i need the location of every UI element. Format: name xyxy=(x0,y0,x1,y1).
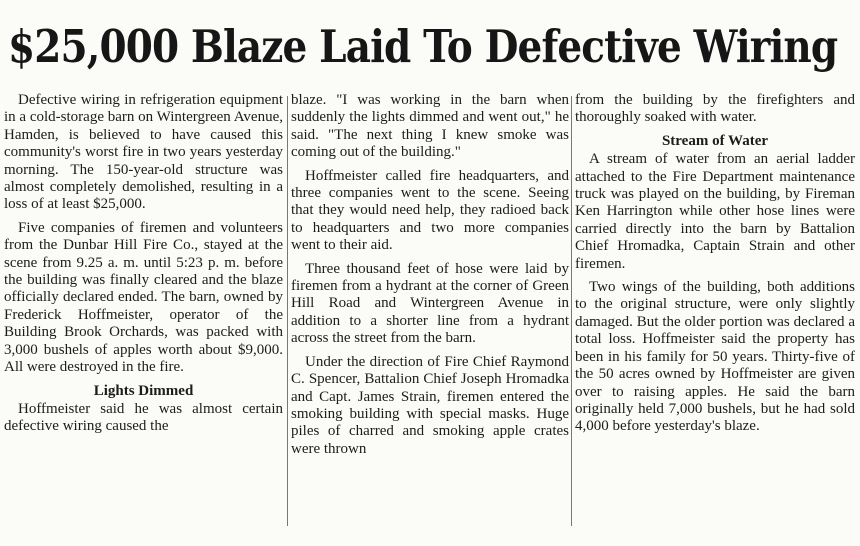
article-paragraph: Five companies of firemen and volunteers from the Dunbar Hill Fire Co., stayed at the scene from 9.25 a. m. until 5:23 p. m. before the building was finally cleared and the blaze officially declared ended. The barn, owned by Frederick Hoffmeister, operator of the Building Brook Orchards, was packed with 3,000 bushels of apples worth about $9,000. All were destroyed in the fire. xyxy=(4,219,283,376)
subheading: Lights Dimmed xyxy=(93,382,194,399)
column-divider xyxy=(571,96,572,526)
article-paragraph: Two wings of the building, both additions to the original structure, were only slightly damaged. But the older portion was declared a total loss. Hoffmeister said the property has been in his family for 50 years. Thirty-five of the 50 acres owned by Hoffmeister are given over to raising apples. He said the barn originally held 7,000 bushels, but he had sold 4,000 before yesterday's blaze. xyxy=(575,279,855,435)
article-column-2 xyxy=(291,92,569,540)
subheading: Stream of Water xyxy=(661,132,769,149)
article-paragraph: from the building by the firefighters and thoroughly soaked with water. xyxy=(575,92,855,126)
article-column-3 xyxy=(575,92,855,540)
article-paragraph: Hoffmeister called fire headquarters, and three companies went to the scene. Seeing that they would need help, they radioed back to headquarters and two more companies went to their aid. xyxy=(291,167,569,254)
article-paragraph: Hoffmeister said he was almost certain defective wiring caused the xyxy=(4,400,283,435)
column-divider xyxy=(287,96,288,526)
article-paragraph: A stream of water from an aerial ladder attached to the Fire Department maintenance truck was played on the building, by Fireman Ken Harrington while other hose lines were carried directly into the barn by Battalion Chief Hromadka, Captain Strain and other firemen. xyxy=(575,151,855,272)
article-paragraph: Defective wiring in refrigeration equipment in a cold-storage barn on Wintergreen Avenue, Hamden, is believed to have caused this community's worst fire in two years yesterday morning. The 150-year-old structure was almost completely demolished, resulting in a loss of at least $25,000. xyxy=(4,92,283,213)
article-paragraph: blaze. "I was working in the barn when suddenly the lights dimmed and went out," he said. "The next thing I knew smoke was coming out of the building." xyxy=(291,92,569,161)
article-column-1 xyxy=(4,92,283,540)
headline: $25,000 Blaze Laid To Defective Wiring xyxy=(8,20,838,73)
article-paragraph: Under the direction of Fire Chief Raymond C. Spencer, Battalion Chief Joseph Hromadka and Capt. James Strain, firemen entered the smoking building with special masks. Huge piles of charred and smoking apple crates were thrown xyxy=(291,353,569,457)
article-paragraph: Three thousand feet of hose were laid by firemen from a hydrant at the corner of Green Hill Road and Wintergreen Avenue in addition to a shorter line from a hydrant across the street from the barn. xyxy=(291,260,569,347)
